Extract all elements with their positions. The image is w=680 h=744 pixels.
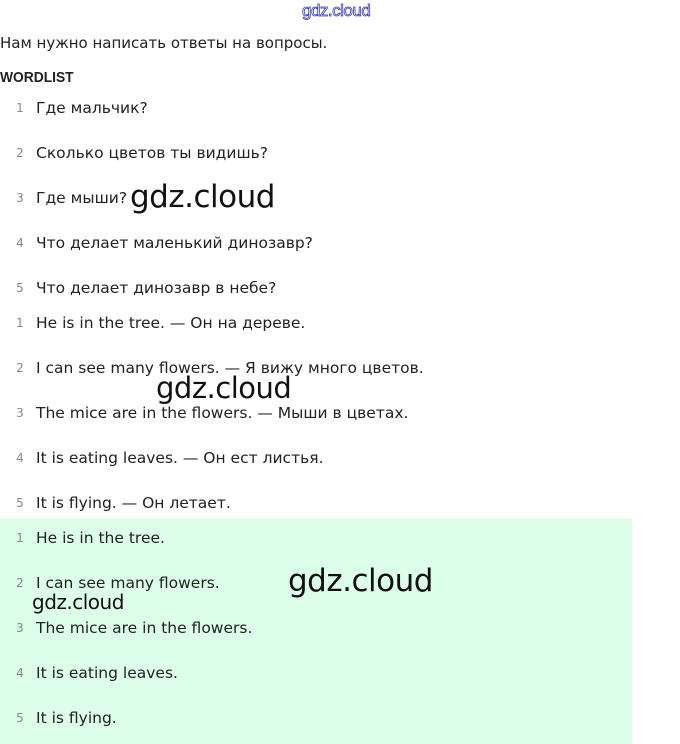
list-item [0, 179, 632, 224]
list-item [0, 134, 632, 179]
list-item [0, 89, 632, 134]
item-text: Где мыши? [36, 189, 128, 207]
list-item [0, 519, 632, 564]
item-number: 3 [16, 406, 24, 420]
item-text: He is in the tree. — Он на дереве. [36, 314, 306, 332]
item-number: 2 [16, 576, 24, 590]
list-item [0, 304, 632, 349]
list-item [0, 349, 632, 394]
item-text: I can see many flowers. — Я вижу много цветов. [36, 359, 424, 377]
item-text: It is eating leaves. [36, 664, 178, 682]
item-number: 5 [16, 496, 24, 510]
item-number: 2 [16, 146, 24, 160]
item-text: It is flying. — Он летает. [36, 494, 231, 512]
list-item [0, 699, 632, 744]
list-item [0, 609, 632, 654]
item-text: The mice are in the flowers. — Мыши в цветах. [36, 404, 409, 422]
item-number: 4 [16, 666, 24, 680]
item-text: I can see many flowers. [36, 574, 220, 592]
item-text: It is eating leaves. — Он ест листья. [36, 449, 324, 467]
item-number: 5 [16, 281, 24, 295]
item-text: Сколько цветов ты видишь? [36, 144, 269, 162]
item-number: 3 [16, 621, 24, 635]
watermark: gdz.cloud [130, 179, 275, 215]
item-text: He is in the tree. [36, 529, 165, 547]
wordlist-heading: WORDLIST [0, 69, 74, 86]
item-number: 2 [16, 361, 24, 375]
translated-answers-list [0, 304, 632, 529]
item-number: 3 [16, 191, 24, 205]
answers-list [0, 519, 632, 744]
item-text: The mice are in the flowers. [36, 619, 253, 637]
item-number: 1 [16, 316, 24, 330]
item-number: 1 [16, 531, 24, 545]
watermark: gdz.cloud [288, 563, 433, 599]
item-text: Что делает маленький динозавр? [36, 234, 313, 252]
watermark-top: gdz.cloud [302, 1, 371, 20]
watermark: gdz.cloud [32, 590, 124, 614]
watermark: gdz.cloud [156, 371, 292, 405]
item-text: Что делает динозавр в небе? [36, 279, 277, 297]
item-number: 1 [16, 101, 24, 115]
intro-text: Нам нужно написать ответы на вопросы. [0, 34, 328, 52]
item-text: Где мальчик? [36, 99, 148, 117]
item-number: 4 [16, 451, 24, 465]
item-number: 4 [16, 236, 24, 250]
list-item [0, 394, 632, 439]
list-item [0, 224, 632, 269]
item-number: 5 [16, 711, 24, 725]
item-text: It is flying. [36, 709, 117, 727]
questions-list [0, 89, 632, 314]
list-item [0, 439, 632, 484]
list-item [0, 654, 632, 699]
